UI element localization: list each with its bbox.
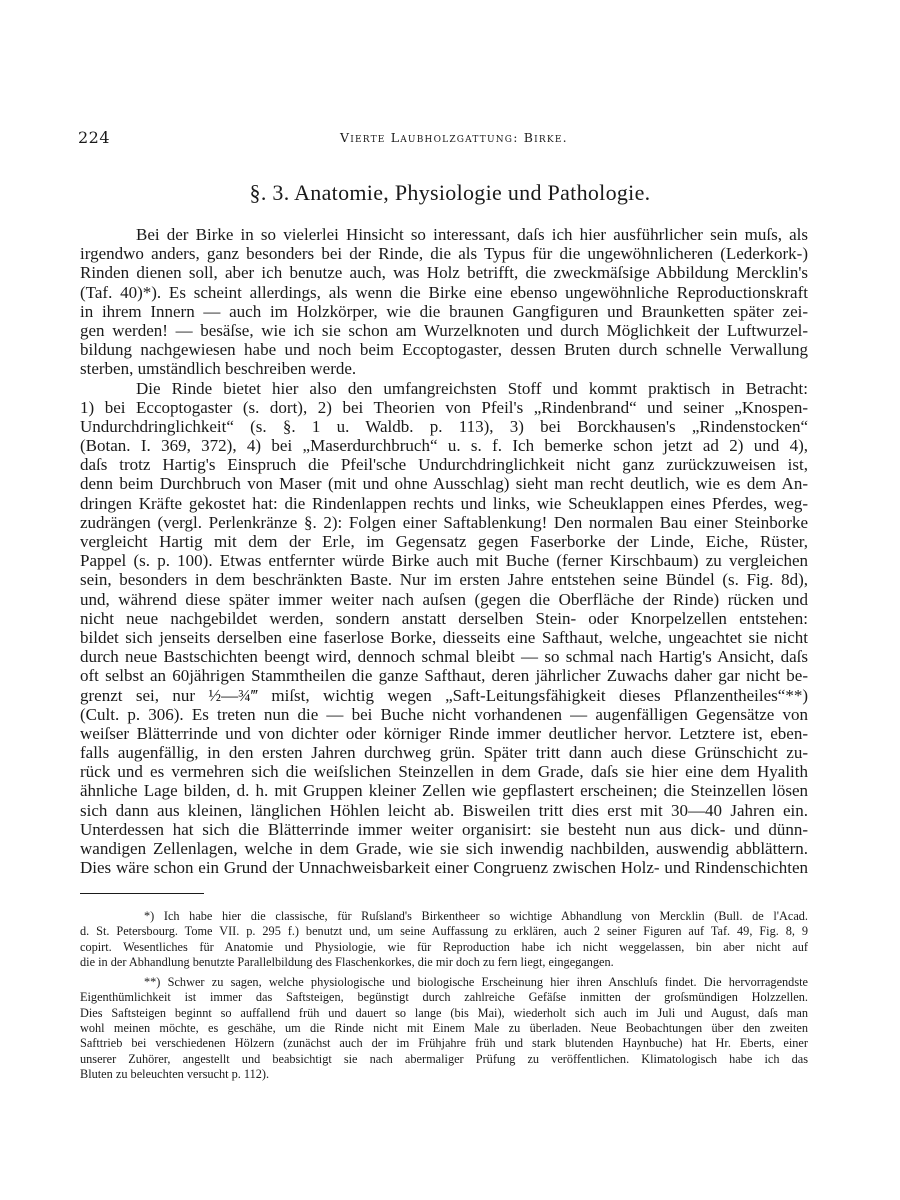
text-line: ähnliche Lage bilden, d. h. mit Gruppen kleiner Zellen wie gepflastert erscheinen; die Steinzellen lösen	[80, 781, 808, 801]
footnote-line: Safttrieb bei verschiedenen Hölzern (zunächst auch der im Frühjahre früh und stark blutenden Haynbuche) hat Hr. Eberts, einer	[80, 1036, 808, 1051]
text-line: dringen Kräfte gekostet hat: die Rindenlappen rechts und links, wie Scheuklappen eines Pferdes, weg-	[80, 493, 808, 513]
footnote-line: Eigenthümlichkeit ist immer das Saftsteigen, begünstigt durch zahlreiche Gefäſse inmitten der groſsmündigen Holzzellen.	[80, 990, 808, 1005]
footnotes	[80, 909, 808, 1082]
running-head-title: Vierte Laubholzgattung: Birke.	[340, 130, 568, 145]
text-line: irgendwo anders, ganz besonders bei der Rinde, die als Typus für die ungewöhnlicheren (Lederkork-)	[80, 244, 808, 264]
text-line: gen werden! — besäſse, wie ich sie schon am Wurzelknoten und durch Möglichkeit der Luftwurzel-	[80, 320, 808, 340]
text-line: Bei der Birke in so vielerlei Hinsicht so interessant, daſs ich hier ausführlicher sein muſs, als	[136, 225, 808, 244]
text-line: oft selbst an 60jährigen Stammtheilen die ganze Safthaut, deren jährlicher Zuwachs daher gar nicht be-	[80, 666, 808, 686]
footnote-divider	[80, 893, 204, 894]
footnote-line: die in der Abhandlung benutzte Parallelbildung des Flaschenkorkes, die mir doch zu fern liegt, eingegangen.	[80, 954, 614, 969]
footnote-line: wohl meinen möchte, es geschähe, um die Rinde nicht mit Einem Male zu überladen. Neue Beobachtungen über den zweiten	[80, 1021, 808, 1036]
text-line: und, während diese später immer weiter nach auſsen (gegen die Oberfläche der Rinde) rücken und	[80, 589, 808, 609]
text-line: Unterdessen hat sich die Blätterrinde immer weiter organisirt: sie besteht nun aus dick- und dünn-	[80, 819, 808, 839]
text-line: sein, besonders in dem beschränkten Baste. Nur im ersten Jahre entstehen seine Bündel (s. Fig. 8d),	[80, 570, 808, 590]
text-line: weiſser Blätterrinde und von dichter oder körniger Rinde immer deutlicher hervor. Letztere ist, eben-	[80, 723, 808, 743]
footnote-1	[80, 909, 808, 970]
text-line: denn beim Durchbruch von Maser (mit und ohne Ausschlag) sieht man recht deutlich, wie es dem An-	[80, 474, 808, 494]
text-line: in ihrem Innern — auch im Holzkörper, wie die braunen Gangfiguren und Braunketten später zei-	[80, 301, 808, 321]
footnote-line: *) Ich habe hier die classische, für Ruſsland's Birkentheer so wichtige Abhandlung von Mercklin (Bull. de l'Acad.	[144, 909, 808, 923]
text-line: Pappel (s. p. 100). Etwas entfernter würde Birke auch mit Buche (ferner Kirschbaum) zu vergleichen	[80, 551, 808, 571]
running-head	[78, 124, 838, 152]
text-line: Rinden dienen soll, aber ich benutze auch, was Holz betrifft, die zweckmäſsige Abbildung Mercklin's	[80, 263, 808, 283]
text-line: wandigen Zellenlagen, welche in dem Grade, wie sie sich inwendig nachbilden, auswendig abblättern.	[80, 839, 808, 858]
page-number: 224	[78, 128, 111, 147]
text-line: nicht neue nachgebildet werden, sondern anstatt derselben Stein- oder Knorpelzellen entstehen:	[80, 608, 808, 628]
text-line: bildung nachgewiesen habe und noch beim Eccoptogaster, dessen Bruten durch schnelle Verwallung	[80, 340, 808, 360]
paragraph	[80, 225, 808, 379]
text-line: Die Rinde bietet hier also den umfangreichsten Stoff und kommt praktisch in Betracht:	[136, 378, 808, 398]
footnote-line: copirt. Wesentliches für Anatomie und Physiologie, wie für Reproduction habe ich nicht weggelassen, bin aber nicht auf	[80, 939, 808, 954]
text-line: Dies wäre schon ein Grund der Unnachweisbarkeit einer Congruenz zwischen Holz- und Rindenschichten	[80, 858, 808, 878]
text-line: zudrängen (vergl. Perlenkränze §. 2): Folgen einer Saftablenkung! Den normalen Bau einer Steinborke	[80, 512, 808, 532]
text-line: sich dann aus kleinen, länglichen Höhlen leicht ab. Bisweilen tritt dies erst mit 30—40 Jahren ein.	[80, 800, 808, 820]
text-line: sterben, umständlich beschreiben werde.	[80, 359, 357, 379]
footnote-line: **) Schwer zu sagen, welche physiologische und biologische Erscheinung hier ihren Anschluſs findet. Die hervorragendste	[144, 975, 808, 990]
footnote-2	[80, 975, 808, 1082]
text-line: vergleicht Hartig mit dem der Erle, im Gegensatz gegen Faserborke der Linde, Eiche, Rüster,	[80, 532, 808, 551]
section-heading: §. 3. Anatomie, Physiologie und Pathologie.	[249, 180, 651, 205]
text-line: durch neue Bastschichten beengt wird, dennoch schmal bleibt — so schmal nach Hartig's Ansicht, daſs	[80, 647, 808, 667]
footnote-line: Bluten zu beleuchten versucht p. 112).	[80, 1066, 270, 1081]
text-line: daſs trotz Hartig's Einspruch die Pfeil'sche Undurchdringlichkeit nicht ganz zurückzuweisen ist,	[80, 455, 808, 475]
text-line: 1) bei Eccoptogaster (s. dort), 2) bei Theorien von Pfeil's „Rindenbrand“ und seiner „Knospen-	[80, 397, 808, 417]
text-line: (Cult. p. 306). Es treten nun die — bei Buche nicht vorhandenen — augenfälligen Gegensätze von	[80, 704, 808, 724]
footnote-line: d. St. Petersbourg. Tome VII. p. 295 f.) benutzt und, um seine Auffassung zu erklären, auch 2 seiner Figuren auf Taf. 49, Fig. 8, 9	[80, 924, 808, 939]
footnote-line: Dies Saftsteigen beginnt so auffallend früh und dauert so lange (bis Mai), wiederholt sich auch im Juli und August, daſs man	[80, 1005, 808, 1020]
text-line: bildet sich jenseits derselben eine faserlose Borke, diesseits eine Safthaut, welche, ungeachtet sie nicht	[80, 627, 808, 647]
body-text	[80, 225, 808, 877]
paragraph	[80, 379, 808, 878]
text-line: falls augenfällig, in den ersten Jahren durchweg grün. Später tritt dann auch diese Grünschicht zu-	[80, 743, 808, 763]
text-line: (Botan. I. 369, 372), 4) bei „Maserdurchbruch“ u. s. f. Ich bemerke schon jetzt ad 2) und 4),	[80, 436, 808, 456]
text-line: grenzt sei, nur ½—¾‴ miſst, wichtig wegen „Saft-Leitungsfähigkeit dieses Pflanzentheiles“**)	[80, 685, 808, 705]
text-line: (Taf. 40)*). Es scheint allerdings, als wenn die Birke eine ebenso ungewöhnliche Reproductionskraft	[80, 282, 808, 302]
text-line: Undurchdringlichkeit“ (s. §. 1 u. Waldb. p. 113), 3) bei Borckhausen's „Rindenstocken“	[80, 416, 808, 436]
text-line: rück und es vermehren sich die weiſslichen Steinzellen in dem Grade, daſs sie hier eine dem Hyalith	[80, 762, 808, 782]
footnote-line: unserer Zuhörer, angestellt und beabsichtigt sie nach abermaliger Prüfung zu veröffentlichen. Klimatologisch habe ich das	[80, 1051, 808, 1066]
